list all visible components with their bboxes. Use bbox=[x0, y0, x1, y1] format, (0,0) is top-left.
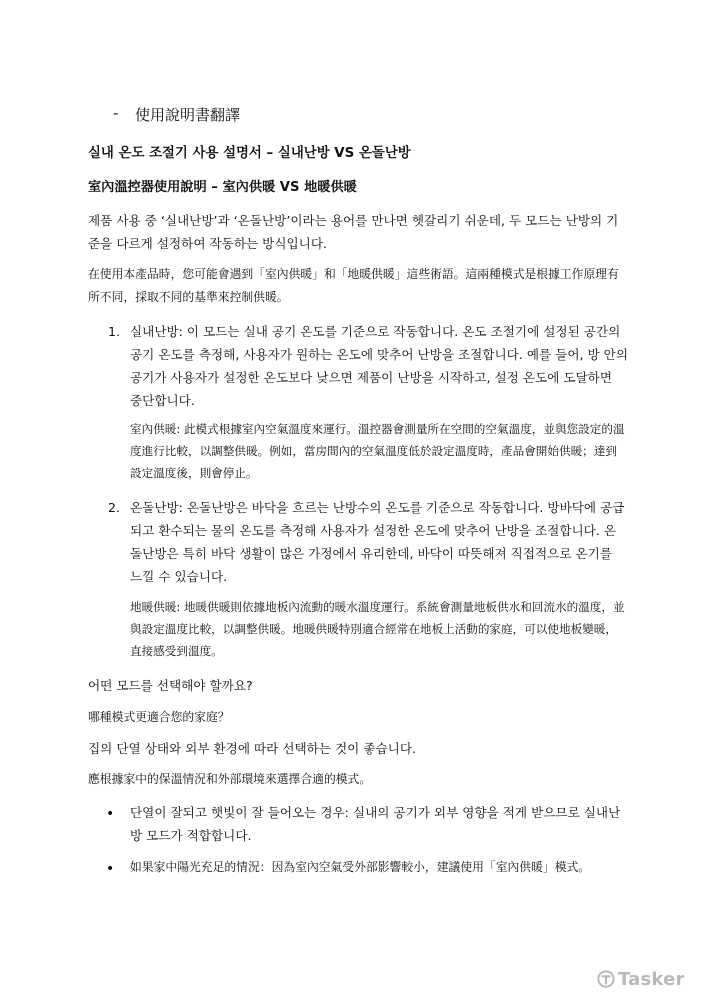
intro-korean: 제품 사용 중 ‘실내난방’과 ‘온돌난방’이라는 용어를 만나면 헷갈리기 쉬운데, 두 모드는 난방의 기준을 다르게 설정하여 작동하는 방식입니다. bbox=[88, 213, 619, 251]
list-item-2-chinese: 地暖供暖: 地暖供暖則依據地板內流動的暖水溫度運行。系統會測量地板供水和回流水的溫度，並與設定溫度比較，以調整供暖。地暖供暖特別適合經常在地板上活動的家庭，可以使地板變暖，直接感受到溫度。 bbox=[130, 600, 625, 658]
tasker-wordmark: Tasker bbox=[618, 968, 685, 990]
bullet-2: • bbox=[106, 861, 115, 877]
bullet-1-korean: 단열이 잘되고 햇빛이 잘 들어오는 경우: 실내의 공기가 외부 영향을 적게 받으므로 실내난방 모드가 적합합니다. bbox=[130, 805, 621, 843]
title-chinese: 室內溫控器使用說明 – 室內供暖 VS 地暖供暖 bbox=[88, 180, 357, 195]
list-item-1-korean: 실내난방: 이 모드는 실내 공기 온도를 기준으로 작동합니다. 온도 조절기에 설정된 공간의 공기 온도를 측정해, 사용자가 원하는 온도에 맞추어 난방을 조절합니다. 예를 들어, 방 안의 공기가 사용자가 설정한 온도보다 낮으면 제품이 난방을 시작하고, 설정 온도에 도달하면 중단합니다. bbox=[130, 324, 629, 408]
section-title: 使用說明書翻譯 bbox=[135, 106, 241, 124]
tasker-logo-icon bbox=[597, 970, 615, 988]
question-chinese: 哪種模式更適合您的家庭？ bbox=[88, 710, 230, 724]
bullet-1: • bbox=[106, 806, 115, 822]
list-item-2-korean: 온돌난방: 온돌난방은 바닥을 흐르는 난방수의 온도를 기준으로 작동합니다. 방바닥에 공급되고 환수되는 물의 온도를 측정해 사용자가 설정한 온도에 맞추어 난방을 조절합니다. 온돌난방은 특히 바닥 생활이 많은 가정에서 유리한데, 바닥이 따뜻해져 직접적으로 온기를 느낄 수 있습니다. bbox=[130, 500, 625, 584]
section-dash: - bbox=[113, 104, 119, 122]
bullet-2-chinese: 如果家中陽光充足的情況：因為室內空氣受外部影響較小，建議使用「室內供暖」模式。 bbox=[130, 860, 591, 874]
question-korean: 어떤 모드를 선택해야 할까요? bbox=[88, 678, 253, 693]
tasker-watermark bbox=[597, 966, 685, 992]
answer-chinese: 應根據家中的保溫情況和外部環境來選擇合適的模式。 bbox=[88, 772, 372, 786]
list-number-2: 2. bbox=[108, 500, 121, 515]
intro-chinese: 在使用本產品時，您可能會遇到「室內供暖」和「地暖供暖」這些術語。這兩種模式是根據工作原理有所不同，採取不同的基準來控制供暖。 bbox=[88, 267, 619, 304]
list-number-1: 1. bbox=[108, 324, 121, 339]
answer-korean: 집의 단열 상태와 외부 환경에 따라 선택하는 것이 좋습니다. bbox=[88, 741, 417, 756]
list-item-1-chinese: 室內供暖: 此模式根據室內空氣溫度來運行。溫控器會測量所在空間的空氣溫度，並與您設定的溫度進行比較，以調整供暖。例如，當房間內的空氣溫度低於設定溫度時，產品會開始供暖；達到設定溫度後，則會停止。 bbox=[130, 422, 625, 480]
title-korean: 실내 온도 조절기 사용 설명서 – 실내난방 VS 온돌난방 bbox=[88, 146, 411, 161]
